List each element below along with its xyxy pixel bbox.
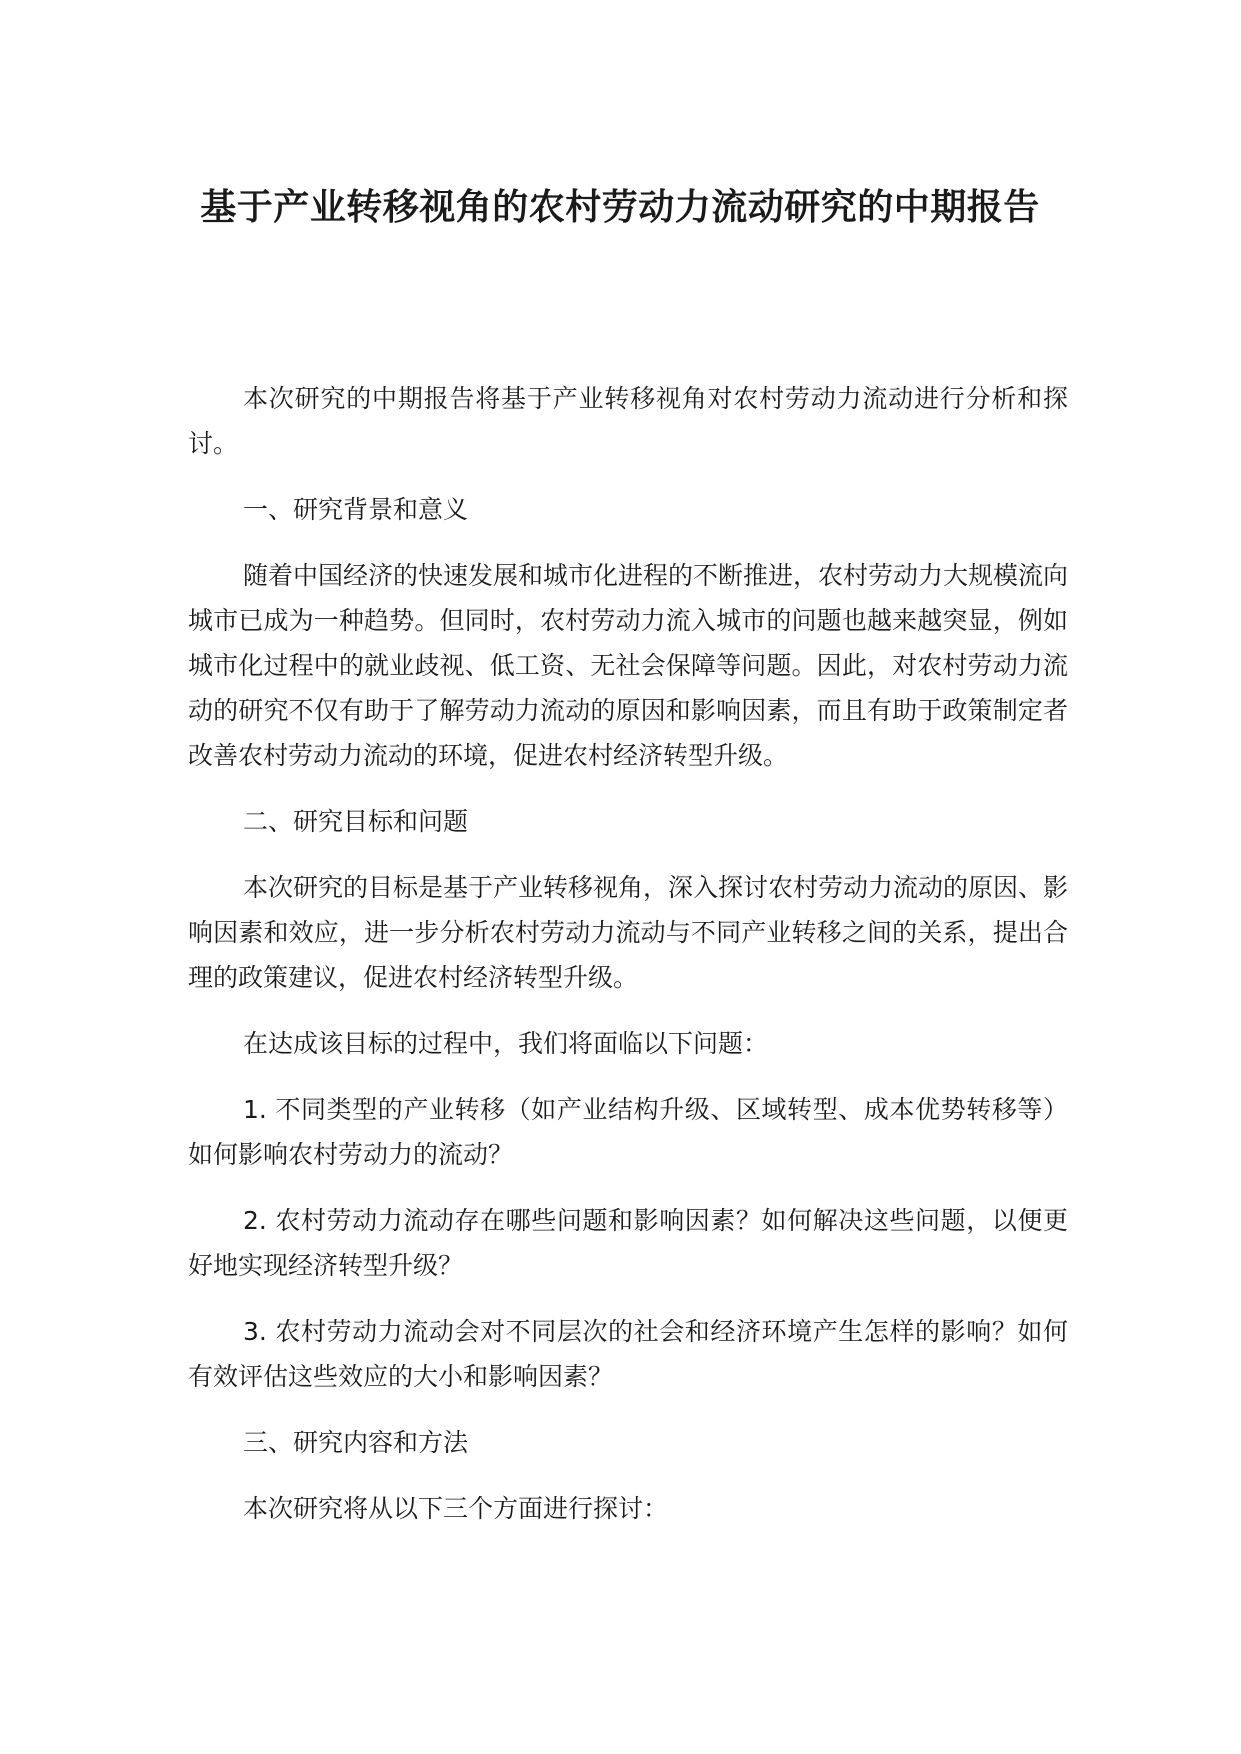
methods-intro-paragraph: 本次研究将从以下三个方面进行探讨： [243, 1494, 669, 1523]
section-heading-methods: 三、研究内容和方法 [243, 1428, 469, 1457]
question-item-3: 3. 农村劳动力流动会对不同层次的社会和经济环境产生怎样的影响？如何有效评估这些效应的大小和影响因素？ [188, 1317, 1068, 1391]
document-title: 基于产业转移视角的农村劳动力流动研究的中期报告 [200, 187, 1040, 228]
questions-intro-paragraph: 在达成该目标的过程中，我们将面临以下问题： [243, 1029, 769, 1058]
question-item-1: 1. 不同类型的产业转移（如产业结构升级、区域转型、成本优势转移等）如何影响农村劳动力的流动？ [188, 1095, 1068, 1169]
background-paragraph: 随着中国经济的快速发展和城市化进程的不断推进，农村劳动力大规模流向城市已成为一种趋势。但同时，农村劳动力流入城市的问题也越来越突显，例如城市化过程中的就业歧视、低工资、无社会保障等问题。因此，对农村劳动力流动的研究不仅有助于了解劳动力流动的原因和影响因素，而且有助于政策制定者改善农村劳动力流动的环境，促进农村经济转型升级。 [188, 561, 1069, 770]
section-heading-goals: 二、研究目标和问题 [243, 807, 469, 836]
intro-paragraph: 本次研究的中期报告将基于产业转移视角对农村劳动力流动进行分析和探讨。 [188, 384, 1068, 458]
question-item-2: 2. 农村劳动力流动存在哪些问题和影响因素？如何解决这些问题，以便更好地实现经济转型升级？ [188, 1206, 1068, 1280]
document-body [188, 376, 1068, 1552]
section-heading-background: 一、研究背景和意义 [243, 495, 469, 524]
goals-paragraph: 本次研究的目标是基于产业转移视角，深入探讨农村劳动力流动的原因、影响因素和效应，进一步分析农村劳动力流动与不同产业转移之间的关系，提出合理的政策建议，促进农村经济转型升级。 [188, 873, 1069, 992]
